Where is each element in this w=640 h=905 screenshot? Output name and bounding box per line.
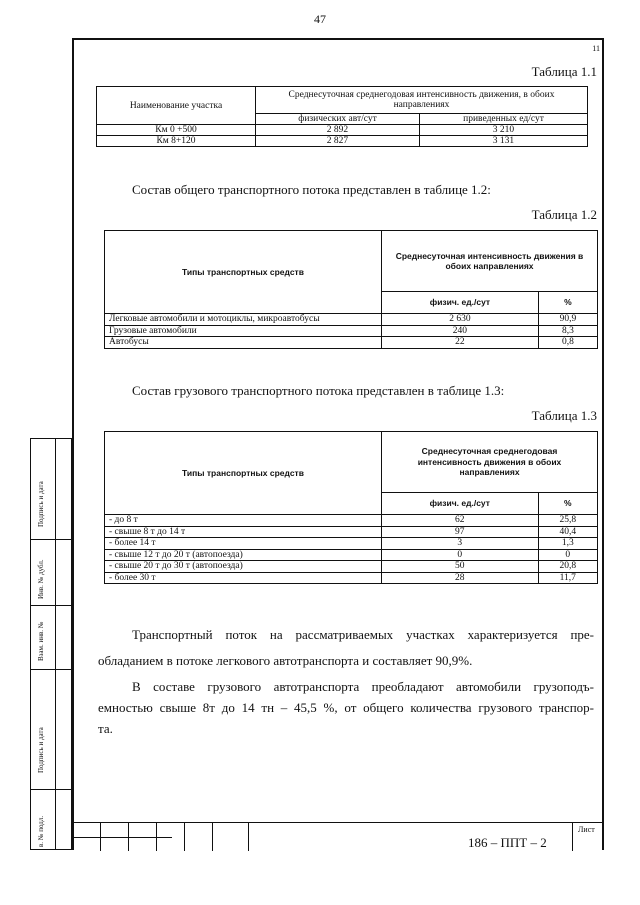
table-1-2-header-types: Типы транспортных средств — [105, 231, 382, 314]
table-row — [105, 526, 598, 538]
table-1-3-cell: 62 — [382, 515, 539, 527]
table-1-2-cell: 8,3 — [538, 325, 597, 337]
table-1-3-cell: 11,7 — [538, 572, 598, 584]
table-1-3-cell: 50 — [382, 561, 539, 573]
table-1-1-header-intensity: Среднесуточная среднегодовая интенсивность движения, в обоих направлениях — [256, 87, 588, 114]
table-1-2-label: Таблица 1.2 — [531, 207, 597, 222]
table-1-1 — [96, 86, 588, 147]
side-label-sign-date-1: Подпись и дата — [37, 481, 45, 527]
table-1-1-cell: Км 8+120 — [97, 136, 256, 147]
table-1-3-cell: 40,4 — [538, 526, 598, 538]
title-block — [72, 822, 604, 851]
table-row — [105, 515, 598, 527]
table-1-3-header-units: физич. ед./сут — [382, 493, 539, 515]
side-label-inv-dupl: Инв. № дубл. — [37, 559, 45, 599]
paragraph-freight-line-2: емностью свыше 8т до 14 тн – 45,5 %, от общего количества грузового транспор- — [98, 700, 594, 715]
table-1-3-header-intensity: Среднесуточная среднегодовая интенсивность движения в обоих направлениях — [382, 432, 598, 493]
table-1-2-cell: 240 — [382, 325, 539, 337]
table-1-2-cell: Автобусы — [105, 337, 382, 349]
table-row — [105, 337, 598, 349]
table-1-1-header-section: Наименование участка — [97, 87, 256, 125]
table-1-1-header-physical: физических авт/сут — [256, 114, 420, 125]
table-1-2-cell: Грузовые автомобили — [105, 325, 382, 337]
side-label-vzam-inv: Взам. инв. № — [37, 621, 45, 661]
table-1-2-header-percent: % — [538, 292, 597, 314]
table-1-3-cell: - свыше 8 т до 14 т — [105, 526, 382, 538]
table-1-1-cell: 3 131 — [419, 136, 587, 147]
table-1-3-cell: 0 — [538, 549, 598, 561]
table-1-3-cell: - более 14 т — [105, 538, 382, 550]
table-row — [97, 136, 588, 147]
side-label-inv-orig: в. № подл. — [37, 815, 45, 847]
table-row — [105, 538, 598, 550]
table-1-3-cell: 97 — [382, 526, 539, 538]
table-1-3-cell: 0 — [382, 549, 539, 561]
sheet-number: 11 — [592, 44, 600, 53]
table-1-3-cell: - свыше 20 т до 30 т (автопоезда) — [105, 561, 382, 573]
side-label-sign-date-2: Подпись и дата — [37, 727, 45, 773]
table-1-2-cell: 90,9 — [538, 314, 597, 326]
table-row — [105, 325, 598, 337]
side-stamp — [30, 438, 72, 850]
table-1-2-header-intensity: Среднесуточная интенсивность движения в обоих направлениях — [382, 231, 598, 292]
paragraph-freight-line-3: та. — [98, 721, 113, 736]
table-row — [97, 125, 588, 136]
table-1-1-cell: Км 0 +500 — [97, 125, 256, 136]
table-1-3-cell: - до 8 т — [105, 515, 382, 527]
table-row — [105, 561, 598, 573]
table-1-2-cell: 2 630 — [382, 314, 539, 326]
table-1-3-cell: 25,8 — [538, 515, 598, 527]
table-1-1-header-reduced: приведенных ед/сут — [419, 114, 587, 125]
table-1-3-header-percent: % — [538, 493, 598, 515]
table-row — [105, 314, 598, 326]
table-1-1-cell: 3 210 — [419, 125, 587, 136]
table-1-1-label: Таблица 1.1 — [531, 64, 597, 79]
table-row — [105, 549, 598, 561]
paragraph-conclusion-line-1: Транспортный поток на рассматриваемых участках характеризуется пре- — [132, 627, 594, 642]
table-1-1-cell: 2 827 — [256, 136, 420, 147]
table-1-3-cell: 3 — [382, 538, 539, 550]
paragraph-freight-line-1: В составе грузового автотранспорта преобладают автомобили грузоподъ- — [132, 679, 594, 694]
paragraph-conclusion-line-2: обладанием в потоке легкового автотранспорта и составляет 90,9%. — [98, 653, 473, 668]
table-1-3-cell: - более 30 т — [105, 572, 382, 584]
table-1-3-cell: 20,8 — [538, 561, 598, 573]
table-1-2-cell: 0,8 — [538, 337, 597, 349]
table-1-3-cell: - свыше 12 т до 20 т (автопоезда) — [105, 549, 382, 561]
table-row — [105, 572, 598, 584]
table-1-1-cell: 2 892 — [256, 125, 420, 136]
table-1-3-header-types: Типы транспортных средств — [105, 432, 382, 515]
paragraph-table-1-3-intro: Состав грузового транспортного потока представлен в таблице 1.3: — [132, 383, 505, 398]
table-1-3 — [104, 431, 598, 584]
table-1-2-cell: Легковые автомобили и мотоциклы, микроавтобусы — [105, 314, 382, 326]
sheet-label: Лист — [578, 825, 595, 834]
table-1-2-header-units: физич. ед./сут — [382, 292, 539, 314]
table-1-2-cell: 22 — [382, 337, 539, 349]
page-number: 47 — [314, 12, 326, 26]
table-1-3-cell: 1,3 — [538, 538, 598, 550]
table-1-3-label: Таблица 1.3 — [531, 408, 597, 423]
table-1-3-cell: 28 — [382, 572, 539, 584]
document-code: 186 – ППТ – 2 — [468, 835, 547, 850]
paragraph-table-1-2-intro: Состав общего транспортного потока представлен в таблице 1.2: — [132, 182, 491, 197]
table-1-2 — [104, 230, 598, 349]
